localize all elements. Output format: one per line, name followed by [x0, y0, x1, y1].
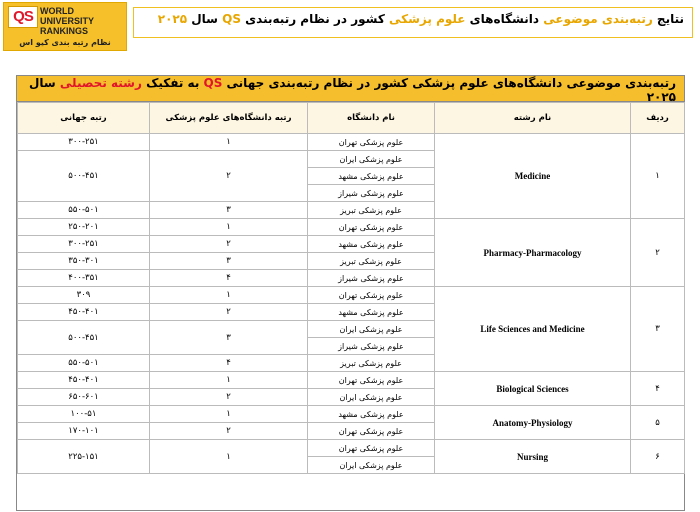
world-rank-cell: ۳۰۰-۲۵۱: [18, 236, 150, 253]
university-cell: علوم پزشکی ایران: [308, 321, 435, 338]
qs-logo-subtitle: نظام رتبه بندی کیو اس: [19, 38, 111, 47]
header-national-rank: رتبه دانشگاه‌های علوم پزشکی: [150, 103, 308, 134]
header-row-no: ردیف: [631, 103, 685, 134]
field-name-cell: Pharmacy-Pharmacology: [435, 219, 631, 287]
world-rank-cell: ۵۵۰-۵۰۱: [18, 202, 150, 219]
university-cell: علوم پزشکی تهران: [308, 372, 435, 389]
world-rank-cell: ۱۰۰-۵۱: [18, 406, 150, 423]
qs-logo-mark: QS: [8, 6, 38, 28]
national-rank-cell: ۲: [150, 236, 308, 253]
university-cell: علوم پزشکی تبریز: [308, 355, 435, 372]
page-title-banner: نتایج رتبه‌بندی موضوعی دانشگاه‌های علوم پزشکی کشور در نظام رتبه‌بندی QS سال ۲۰۲۵: [133, 7, 693, 38]
row-number-cell: ۳: [631, 287, 685, 372]
table-row: [18, 287, 685, 304]
field-name-cell: Nursing: [435, 440, 631, 474]
world-rank-cell: ۳۰۹: [18, 287, 150, 304]
national-rank-cell: ۱: [150, 134, 308, 151]
header-world-rank: رتبه جهانی: [18, 103, 150, 134]
world-rank-cell: ۲۲۵-۱۵۱: [18, 440, 150, 474]
world-rank-cell: ۵۵۰-۵۰۱: [18, 355, 150, 372]
university-cell: علوم پزشکی مشهد: [308, 406, 435, 423]
field-name-cell: Anatomy-Physiology: [435, 406, 631, 440]
table-row: [18, 406, 685, 423]
world-rank-cell: ۲۵۰-۲۰۱: [18, 219, 150, 236]
row-number-cell: ۶: [631, 440, 685, 474]
university-cell: علوم پزشکی شیراز: [308, 185, 435, 202]
field-name-cell: Medicine: [435, 134, 631, 219]
header-field: نام رشته: [435, 103, 631, 134]
national-rank-cell: ۱: [150, 406, 308, 423]
university-cell: علوم پزشکی مشهد: [308, 304, 435, 321]
row-number-cell: ۱: [631, 134, 685, 219]
table-row: [18, 440, 685, 457]
rankings-table: [17, 102, 685, 474]
table-title: رتبه‌بندی موضوعی دانشگاه‌های علوم پزشکی کشور در نظام رتبه‌بندی جهانی QS به تفکیک رشته تحصیلی سال ۲۰۲۵: [17, 76, 684, 102]
university-cell: علوم پزشکی تهران: [308, 440, 435, 457]
national-rank-cell: ۳: [150, 321, 308, 355]
national-rank-cell: ۱: [150, 372, 308, 389]
national-rank-cell: ۲: [150, 304, 308, 321]
row-number-cell: ۵: [631, 406, 685, 440]
world-rank-cell: ۳۵۰-۳۰۱: [18, 253, 150, 270]
university-cell: علوم پزشکی تبریز: [308, 253, 435, 270]
table-header-row: [18, 103, 685, 134]
field-name-cell: Biological Sciences: [435, 372, 631, 406]
row-number-cell: ۴: [631, 372, 685, 406]
national-rank-cell: ۲: [150, 151, 308, 202]
header-university: نام دانشگاه: [308, 103, 435, 134]
world-rank-cell: ۵۰۰-۴۵۱: [18, 151, 150, 202]
university-cell: علوم پزشکی شیراز: [308, 270, 435, 287]
world-rank-cell: ۳۰۰-۲۵۱: [18, 134, 150, 151]
national-rank-cell: ۴: [150, 270, 308, 287]
university-cell: علوم پزشکی تهران: [308, 219, 435, 236]
university-cell: علوم پزشکی تهران: [308, 134, 435, 151]
university-cell: علوم پزشکی ایران: [308, 389, 435, 406]
row-number-cell: ۲: [631, 219, 685, 287]
world-rank-cell: ۱۷۰-۱۰۱: [18, 423, 150, 440]
university-cell: علوم پزشکی مشهد: [308, 236, 435, 253]
table-row: [18, 134, 685, 151]
rankings-table-container: [16, 75, 685, 511]
national-rank-cell: ۴: [150, 355, 308, 372]
world-rank-cell: ۵۰۰-۴۵۱: [18, 321, 150, 355]
university-cell: علوم پزشکی ایران: [308, 457, 435, 474]
national-rank-cell: ۲: [150, 389, 308, 406]
university-cell: علوم پزشکی تهران: [308, 287, 435, 304]
table-row: [18, 219, 685, 236]
national-rank-cell: ۱: [150, 219, 308, 236]
university-cell: علوم پزشکی تهران: [308, 423, 435, 440]
world-rank-cell: ۶۵۰-۶۰۱: [18, 389, 150, 406]
national-rank-cell: ۲: [150, 423, 308, 440]
university-cell: علوم پزشکی تبریز: [308, 202, 435, 219]
world-rank-cell: ۴۵۰-۴۰۱: [18, 304, 150, 321]
national-rank-cell: ۱: [150, 287, 308, 304]
national-rank-cell: ۳: [150, 253, 308, 270]
university-cell: علوم پزشکی شیراز: [308, 338, 435, 355]
qs-logo: [3, 2, 127, 51]
table-body: [18, 134, 685, 474]
qs-logo-wordmark: WORLD UNIVERSITY RANKINGS: [40, 6, 95, 36]
world-rank-cell: ۴۰۰-۳۵۱: [18, 270, 150, 287]
university-cell: علوم پزشکی ایران: [308, 151, 435, 168]
world-rank-cell: ۴۵۰-۴۰۱: [18, 372, 150, 389]
national-rank-cell: ۳: [150, 202, 308, 219]
table-row: [18, 372, 685, 389]
field-name-cell: Life Sciences and Medicine: [435, 287, 631, 372]
national-rank-cell: ۱: [150, 440, 308, 474]
university-cell: علوم پزشکی مشهد: [308, 168, 435, 185]
